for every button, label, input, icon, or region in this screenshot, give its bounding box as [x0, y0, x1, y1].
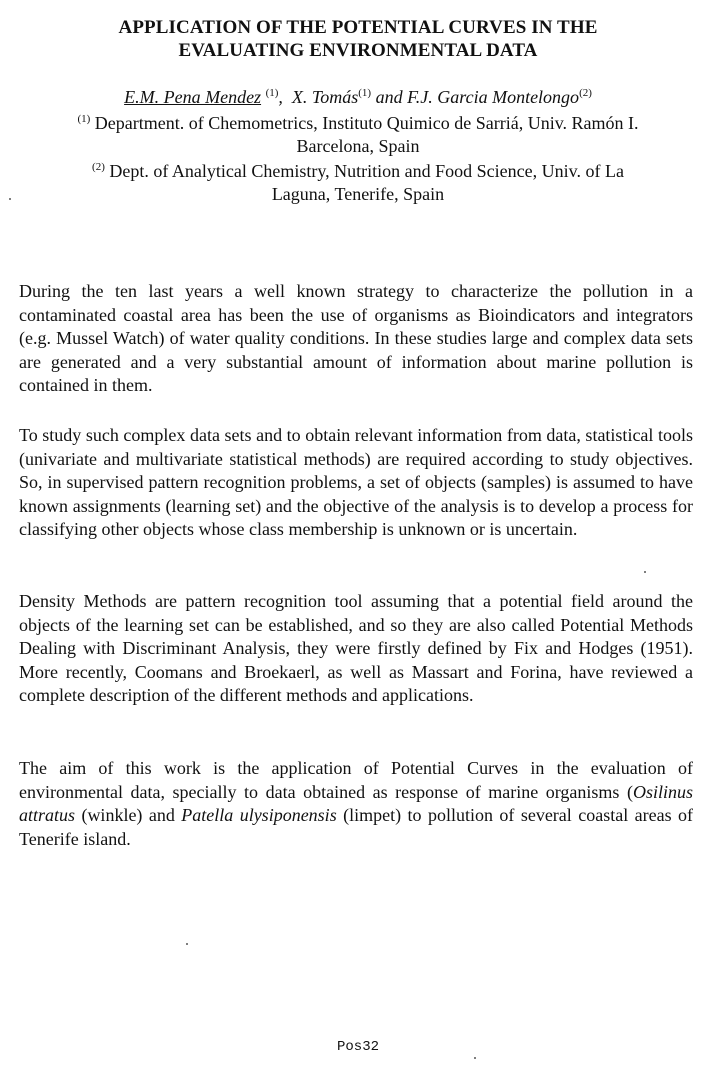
paragraph-4-text: (limpet) to pollution of several coastal areas of Tenerife island. [19, 805, 694, 849]
title-line-1: APPLICATION OF THE POTENTIAL CURVES IN THE [118, 17, 598, 38]
affiliation-text: Department. of Chemometrics, Instituto Quimico de Sarriá, Univ. Ramón I. [94, 113, 639, 133]
paragraph-4 [19, 757, 693, 851]
page-number: Pos32 [336, 1039, 379, 1055]
author-affiliation-mark: (1) [358, 87, 372, 99]
scan-speck [186, 943, 188, 945]
scan-speck [644, 571, 646, 573]
species-name: Patella ulysiponensis [181, 805, 337, 825]
scan-speck [474, 1057, 476, 1059]
affiliation-1 [20, 112, 696, 158]
document-title [20, 16, 696, 62]
author-name: X. Tomás [291, 87, 359, 107]
author-affiliation-mark: (2) [579, 87, 592, 99]
author-name: E.M. Pena Mendez [124, 87, 262, 107]
paragraph-4-text: The aim of this work is the application of Potential Curves in the evaluation of environmental data, specially to data obtained as response of marine organisms ( [19, 758, 693, 802]
affiliation-text: Barcelona, Spain [296, 136, 420, 156]
paragraph-4-text: (winkle) and [75, 805, 182, 825]
affiliation-mark: (1) [77, 113, 91, 125]
author-affiliation-mark: (1) [265, 87, 279, 99]
author-list: E.M. Pena Mendez $^{(1)}$, X. Tomás$^{(1)}$ and F.J. Garcia Montelongo$^{(2)}$ [124, 87, 592, 107]
paragraph-3: Density Methods are pattern recognition tool assuming that a potential field around the objects of the learning set can be established, and so they are also called Potential Methods Dealing with Discriminant Analysis, they were firstly defined by Fix and Hodges (1951). More recently, Coomans and Broekaerl, as well as Massart and Forina, have reviewed a complete description of the different methods and applications. [19, 591, 693, 705]
affiliation-text: Dept. of Analytical Chemistry, Nutrition and Food Science, Univ. of La [109, 161, 624, 181]
author-name: F.J. Garcia Montelongo [407, 87, 580, 107]
paragraph-2: To study such complex data sets and to obtain relevant information from data, statistical tools (univariate and multivariate statistical methods) are required according to study objectives. So, in supervised pattern recognition problems, a set of objects (samples) is assumed to have known assignments (learning set) and the objective of the analysis is to develop a process for classifying other objects whose class membership is unknown or is uncertain. [19, 425, 693, 539]
affiliation-2 [20, 160, 696, 206]
scan-speck [9, 198, 11, 200]
species-name: Osilinus attratus [19, 781, 693, 825]
author-connector: and [375, 87, 403, 107]
paragraph-1: During the ten last years a well known strategy to characterize the pollution in a contaminated coastal area has been the use of organisms as Bioindicators and integrators (e.g. Mussel Watch) of water quality conditions. In these studies large and complex data sets are generated and a very substantial amount of information about marine pollution is contained in them. [19, 281, 693, 395]
affiliation-text: Laguna, Tenerife, Spain [271, 184, 445, 204]
affiliation-mark: (2) [92, 161, 105, 173]
title-line-2: EVALUATING ENVIRONMENTAL DATA [178, 40, 538, 61]
